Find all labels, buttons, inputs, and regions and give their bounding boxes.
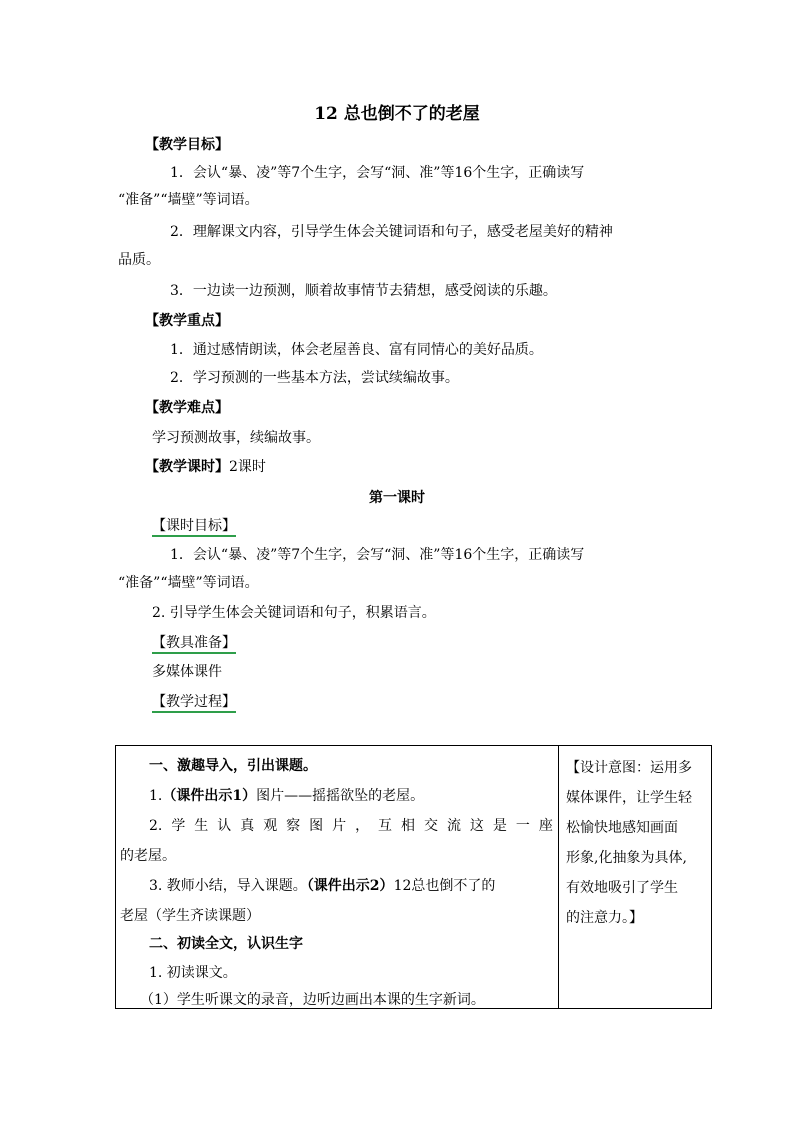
prep-heading-wrap [152,633,236,653]
step-1-heading: 一、激趣导入，引出课题。 [149,758,317,774]
step-1-item-3-line-b: 老屋（学生齐读课题） [120,908,260,924]
char: 这 [469,818,484,834]
step-1-item-2-line-b: 的老屋。 [120,848,176,864]
char: 图 [309,818,324,834]
process-heading-wrap [152,692,236,712]
step-1-item-3-text-a: 3. 教师小结，导入课题。 [149,878,307,894]
prep-heading: 【教具准备】 [152,635,236,654]
design-note-line: 媒体课件，让学生轻 [566,790,692,806]
char: 生 [194,818,209,834]
difficulty-heading: 【教学难点】 [145,400,229,416]
design-note-line: 的注意力。】 [566,910,643,926]
design-note-line: 【设计意图：运用多 [566,760,692,776]
lesson-process-table [115,745,712,1009]
hours-heading: 【教学课时】 [145,459,229,475]
goal-2-line-b: 品质。 [118,252,160,268]
focus-2: 2．学习预测的一些基本方法，尝试续编故事。 [170,370,459,386]
focus-heading: 【教学重点】 [145,313,229,329]
hours-value: 2课时 [229,459,266,475]
focus-1: 1．通过感情朗读，体会老屋善良、富有同情心的美好品质。 [170,342,543,358]
step-1-item-2-line-a [149,816,553,836]
hours-row [145,457,266,477]
lesson-goal-2: 2. 引导学生体会关键词语和句子，积累语言。 [152,605,436,621]
goal-1-line-a: 1．会认“暴、凌”等7个生字，会写“洞、准”等16个生字，正确读写 [170,165,585,181]
document-title: 12 总也倒不了的老屋 [314,104,480,124]
lesson-goal-1-line-b: “准备”“墙壁”等词语。 [118,575,259,591]
lesson-goal-1-line-a: 1．会认“暴、凌”等7个生字，会写“洞、准”等16个生字，正确读写 [170,547,585,563]
step-2-item-1-sub: （1）学生听课文的录音，边听边画出本课的生字新词。 [140,992,485,1008]
char: 座 [538,818,553,834]
char: 流 [446,818,461,834]
char: 2. [149,818,163,834]
design-note-line: 有效地吸引了学生 [566,880,678,896]
char: 片 [332,818,347,834]
char: 认 [217,818,232,834]
goal-2-line-a: 2．理解课文内容，引导学生体会关键词语和句子，感受老屋美好的精神 [170,224,613,240]
goal-1-line-b: “准备”“墙壁”等词语。 [118,192,259,208]
step-1-item-1-text: 图片——摇摇欲坠的老屋。 [256,788,425,804]
char: 互 [378,818,393,834]
step-1-item-3-courseware: （课件出示2） [306,878,394,894]
char: ， [355,818,370,834]
char: 交 [423,818,438,834]
step-1-item-1-number: 1. [149,788,163,804]
step-2-item-1: 1. 初读课文。 [149,965,237,981]
process-heading: 【教学过程】 [152,694,236,713]
goals-heading: 【教学目标】 [145,137,229,153]
char: 真 [240,818,255,834]
design-intent-note [566,753,708,933]
char: 是 [492,818,507,834]
step-1-item-1-courseware: （课件出示1） [162,788,257,804]
char: 学 [171,818,186,834]
step-1-item-3-line-a [149,876,495,896]
lesson-goals-heading: 【课时目标】 [152,518,236,537]
design-note-line: 形象,化抽象为具体, [566,850,687,866]
goal-3: 3．一边读一边预测，顺着故事情节去猜想，感受阅读的乐趣。 [170,283,557,299]
char: 察 [286,818,301,834]
design-note-line: 松愉快地感知画面 [566,820,678,836]
step-2-heading: 二、初读全文，认识生字 [149,936,303,952]
step-1-item-1 [149,786,424,806]
lesson-heading: 第一课时 [369,490,425,506]
char: 一 [515,818,530,834]
table-column-divider [558,746,559,1008]
prep-text: 多媒体课件 [152,664,222,680]
char: 相 [401,818,416,834]
step-1-item-3-text-b: 12总也倒不了的 [393,878,496,894]
difficulty-text: 学习预测故事，续编故事。 [152,430,320,446]
lesson-goals-heading-wrap [152,516,236,536]
char: 观 [263,818,278,834]
